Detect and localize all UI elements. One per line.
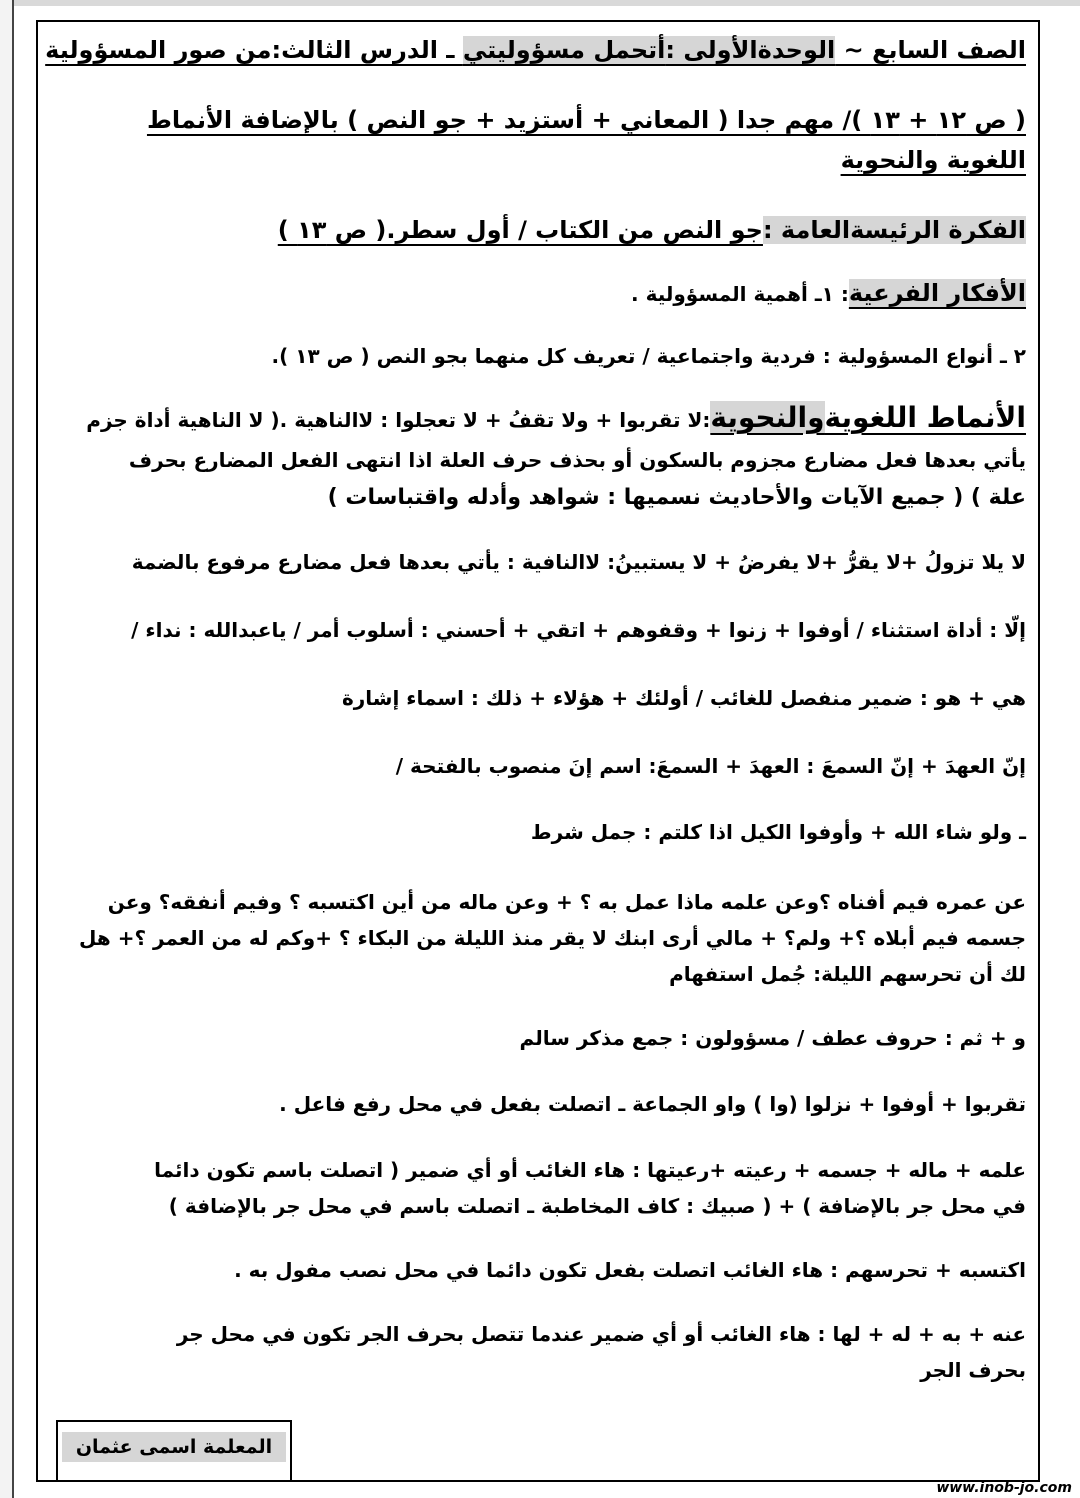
condition-line: ـ ولو شاء الله + وأوفوا الكيل اذا كلتم : جمل شرط — [530, 820, 1026, 844]
negation-line: لا يلا تزولُ +لا يقرُّ +لا يفرضُ + لا يستبينُ: لاالنافية : يأتي بعدها فعل مضارع مرفوع بالضمة — [131, 550, 1026, 574]
pronouns-line: هي + هو : ضمير منفصل للغائب / أولئك + هؤلاء + ذلك : اسماء إشارة — [341, 686, 1026, 710]
prep-line2: بحرف الجر — [920, 1358, 1026, 1382]
main-idea-text: جو النص من الكتاب / أول سطر.( ص ١٣ ) — [277, 216, 763, 244]
page-top-edge — [0, 0, 1080, 6]
site-watermark: www.inob-jo.com — [936, 1480, 1072, 1496]
header-grade: الصف السابع ~ — [835, 36, 1026, 64]
inna-line: إنّ العهدَ + إنّ السمعَ : العهدَ + السمعَ: اسم إنَ منصوب بالفتحة / — [395, 754, 1026, 778]
prep-line1: عنه + به + له + لها : هاء الغائب أو أي ضمير عندما تتصل بحرف الجر تكون في محل جر — [176, 1322, 1026, 1346]
sub-ideas-label: الأفكار الفرعية — [848, 279, 1026, 307]
waw-line: تقربوا + أوفوا + نزلوا (وا ) واو الجماعة ـ اتصلت بفعل في محل رفع فاعل . — [279, 1092, 1026, 1116]
sub-ideas-1 — [60, 278, 1026, 309]
conj-line: و + ثم : حروف عطف / مسؤولون : جمع مذكر سالم — [519, 1026, 1026, 1050]
teacher-signature-box — [56, 1420, 292, 1482]
teacher-name: المعلمة اسمى عثمان — [62, 1432, 286, 1462]
pages-note-line2: اللغوية والنحوية — [840, 146, 1026, 174]
illa-line: إلّا : أداة استثناء / أوفوا + زنوا + وقفوهم + اتقي + أحسني : أسلوب أمر / ياعبدالله : نداء / — [131, 618, 1026, 642]
sub-idea-2: ٢ ـ أنواع المسؤولية : فردية واجتماعية / تعريف كل منهما بجو النص ( ص ١٣ ). — [271, 344, 1026, 368]
haa-line2: في محل جر بالإضافة ) + ( صبيك : كاف المخاطبة ـ اتصلت باسم في محل جر بالإضافة ) — [168, 1194, 1026, 1218]
header-unit-title: أتحمل مسؤوليتي — [462, 36, 666, 64]
pages-note-line1: ( ص ١٢ + ١٣ )/ مهم جدا ( المعاني + أستزيد + جو النص ) بالإضافة الأنماط — [146, 106, 1026, 134]
haa-line1: علمه + ماله + جسمه + رعيته +رعيتها : هاء الغائب أو أي ضمير ( اتصلت باسم تكون دائما — [154, 1158, 1026, 1182]
header-unit: الوحدةالأولى : — [665, 36, 836, 64]
main-idea — [60, 212, 1026, 248]
patterns-heading-rest: :لا تقربوا + ولا تقفُ + لا تعجلوا : لاالناهية .( لا الناهية أداة جزم — [86, 408, 711, 432]
lesson-header — [45, 32, 1026, 68]
header-lesson: ـ الدرس الثالث:من صور المسؤولية — [45, 36, 463, 64]
patterns-line3: علة ) ( جميع الآيات والأحاديث نسميها : شواهد وأدله واقتباسات ) — [327, 485, 1026, 510]
question-line3: لك أن تحرسهم الليلة: جُمل استفهام — [669, 962, 1026, 986]
sub-idea-1: : ١ـ أهمية المسؤولية . — [631, 282, 849, 306]
patterns-heading-b: والنحوية — [710, 401, 825, 434]
patterns-heading — [60, 403, 1026, 435]
question-line1: عن عمره فيم أفناه ؟وعن علمه ماذا عمل به ؟ + وعن ماله من أين اكتسبه ؟ وفيم أنفقه؟ وعن — [107, 890, 1026, 914]
main-idea-label: الفكرة الرئيسةالعامة : — [762, 216, 1026, 244]
page-left-edge — [0, 0, 14, 1498]
patterns-line2: يأتي بعدها فعل مضارع مجزوم بالسكون أو بحذف حرف العلة اذا انتهى الفعل المضارع بحرف — [128, 448, 1026, 472]
object-line: اكتسبه + تحرسهم : هاء الغائب اتصلت بفعل تكون دائما في محل نصب مفول به . — [234, 1258, 1026, 1282]
question-line2: جسمه فيم أبلاه ؟+ ولم؟ + مالي أرى ابنك لا يقر منذ الليلة من البكاء ؟ +وكم له من العمر ؟+ هل — [79, 926, 1026, 950]
patterns-heading-a: الأنماط اللغوية — [824, 401, 1026, 434]
worksheet-content — [45, 26, 1026, 1385]
